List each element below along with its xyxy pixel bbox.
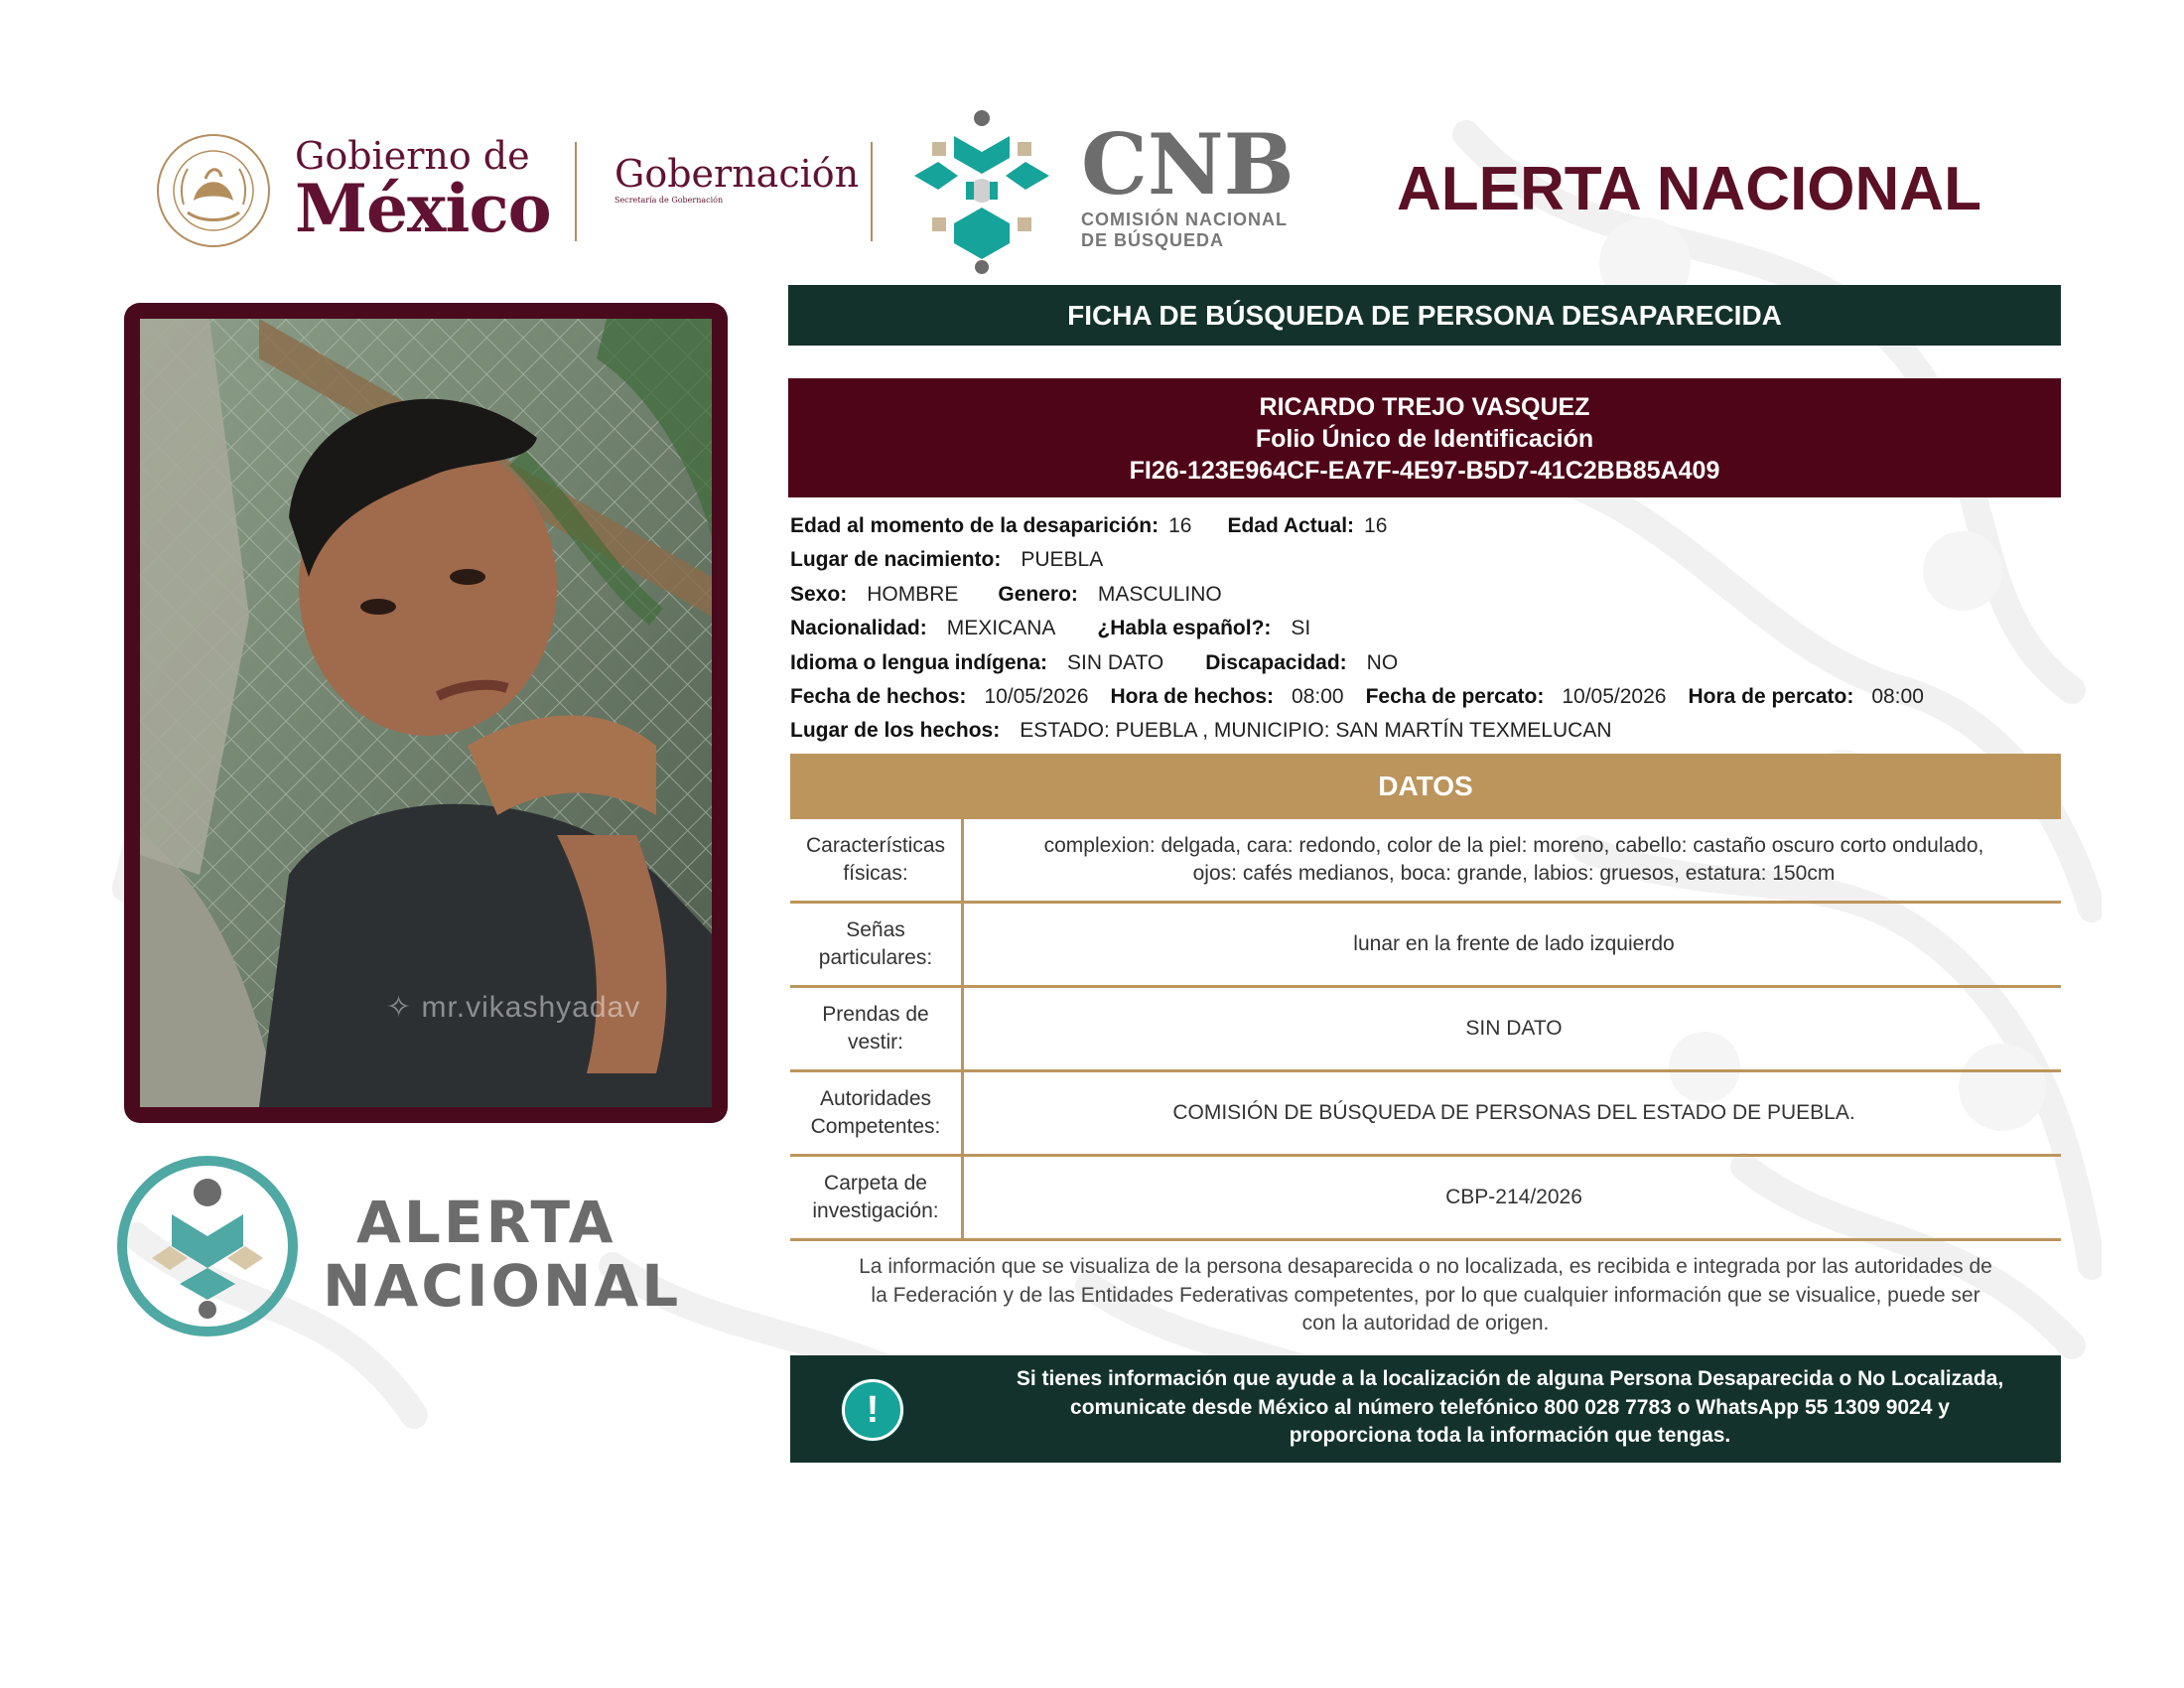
datos-value-line: SIN DATO [1465, 1017, 1563, 1040]
disclaimer-line: la Federación y de las Entidades Federativas competentes, por lo que cualquier información que se visualice, puede ser [871, 1283, 1980, 1307]
alert-sheet [96, 94, 2102, 1477]
alerta-nacional-logo-text [323, 1191, 681, 1318]
info-row [790, 612, 2071, 645]
datos-value-line: ojos: cafés medianos, boca: grande, labios: gruesos, estatura: 150cm [1192, 862, 1836, 885]
genero-label: Genero: [998, 582, 1078, 606]
table-row [790, 988, 2061, 1072]
datos-label-line: Autoridades [819, 1087, 932, 1110]
datos-label [790, 819, 964, 901]
header [96, 94, 2102, 293]
datos-label [790, 904, 964, 985]
nacionalidad-label: Nacionalidad: [790, 617, 927, 640]
cnb-emblem-icon [902, 106, 1061, 275]
idioma-label: Idioma o lengua indígena: [790, 650, 1048, 674]
datos-value-line: complexion: delgada, cara: redondo, color de la piel: moreno, cabello: castaño oscuro corto ondulado, [1043, 834, 1984, 857]
fecha-hechos-label: Fecha de hechos: [790, 684, 967, 708]
person-photo [140, 319, 712, 1107]
lugar-hechos-label: Lugar de los hechos: [790, 719, 1001, 743]
contact-line: proporciona toda la información que tengas. [1289, 1424, 1731, 1447]
table-row [790, 1072, 2061, 1157]
person-photo-frame [124, 303, 728, 1123]
person-name-bar [788, 378, 2061, 497]
header-separator [575, 142, 577, 241]
datos-value [967, 904, 2061, 985]
hora-percato-label: Hora de percato: [1688, 684, 1854, 708]
datos-label [790, 988, 964, 1069]
datos-label-line: investigación: [812, 1199, 939, 1222]
mexico-seal-icon [154, 131, 273, 250]
person-info [790, 509, 2071, 749]
datos-value [967, 1072, 2061, 1154]
info-row [790, 578, 2071, 612]
table-row [790, 904, 2061, 988]
alerta-nacional-emblem-icon [116, 1155, 299, 1337]
lugar-nacimiento-value: PUEBLA [1021, 548, 1104, 572]
info-row [790, 543, 2071, 577]
datos-table [790, 819, 2061, 1241]
datos-label-line: físicas: [843, 862, 908, 885]
disclaimer-line: La información que se visualiza de la persona desaparecida o no localizada, es recibida e integrada por las autoridades de [859, 1255, 1992, 1278]
disclaimer [790, 1253, 2061, 1338]
folio-value: FI26-123E964CF-EA7F-4E97-B5D7-41C2BB85A409 [1129, 457, 1720, 485]
photo-watermark-text: ✧ mr.vikashyadav [386, 991, 641, 1024]
datos-label-line: Carpeta de [824, 1172, 927, 1195]
contact-text [959, 1365, 2061, 1451]
contact-banner [790, 1355, 2061, 1463]
datos-header: DATOS [790, 754, 2061, 819]
fecha-hechos-value: 10/05/2026 [984, 684, 1089, 708]
datos-value-line: lunar en la frente de lado izquierdo [1353, 932, 1675, 955]
hora-hechos-label: Hora de hechos: [1110, 684, 1275, 708]
gobierno-mexico-logo [295, 134, 551, 247]
sexo-label: Sexo: [790, 582, 848, 606]
cnb-line2: DE BÚSQUEDA [1081, 230, 1225, 250]
cnb-logo-text [1081, 115, 1295, 251]
table-row [790, 1157, 2061, 1241]
gobernacion-text: Gobernación [614, 152, 860, 196]
alerta-nacional-heading: ALERTA NACIONAL [1397, 155, 1981, 223]
contact-line: Si tienes información que ayude a la localización de alguna Persona Desaparecida o No Localizada, [1016, 1367, 2004, 1390]
discapacidad-label: Discapacidad: [1205, 650, 1347, 674]
info-row [790, 680, 2071, 714]
datos-label [790, 1157, 964, 1238]
idioma-value: SIN DATO [1067, 650, 1164, 674]
edad-desaparicion-value: 16 [1168, 514, 1192, 537]
datos-label-line: Señas [846, 918, 905, 941]
gobierno-line2: México [295, 170, 551, 247]
datos-value [967, 819, 2061, 901]
fecha-percato-value: 10/05/2026 [1562, 684, 1667, 708]
datos-label-line: particulares: [818, 946, 933, 969]
cnb-acronym: CNB [1081, 115, 1295, 213]
nacionalidad-value: MEXICANA [946, 617, 1056, 640]
gobernacion-logo [614, 152, 859, 205]
ficha-title: FICHA DE BÚSQUEDA DE PERSONA DESAPARECIDA [788, 285, 2061, 346]
datos-value [967, 1157, 2061, 1238]
cnb-line1: COMISIÓN NACIONAL [1081, 210, 1288, 229]
datos-label-line: Competentes: [810, 1115, 941, 1138]
person-name: RICARDO TREJO VASQUEZ [1259, 393, 1590, 421]
habla-espanol-value: SI [1291, 617, 1311, 640]
datos-label-line: Características [805, 834, 946, 857]
table-row [790, 819, 2061, 904]
sexo-value: HOMBRE [867, 582, 959, 606]
hora-hechos-value: 08:00 [1292, 684, 1344, 708]
gobernacion-subtext: Secretaría de Gobernación [614, 196, 724, 205]
contact-line: comunicate desde México al número telefónico 800 028 7783 o WhatsApp 55 1309 9024 y [1070, 1395, 1950, 1419]
info-row [790, 714, 2071, 748]
edad-desaparicion-label: Edad al momento de la desaparición: [790, 514, 1160, 537]
datos-value-line: COMISIÓN DE BÚSQUEDA DE PERSONAS DEL ESTADO DE PUEBLA. [1172, 1101, 1855, 1124]
datos-label-line: Prendas de [822, 1003, 929, 1026]
header-separator [871, 142, 873, 241]
fecha-percato-label: Fecha de percato: [1365, 684, 1545, 708]
disclaimer-line: con la autoridad de origen. [1301, 1312, 1550, 1335]
edad-actual-label: Edad Actual: [1227, 514, 1355, 537]
datos-label-line: vestir: [847, 1031, 903, 1054]
lugar-nacimiento-label: Lugar de nacimiento: [790, 548, 1002, 572]
edad-actual-value: 16 [1364, 514, 1388, 537]
folio-label: Folio Único de Identificación [1255, 425, 1594, 453]
person-photo-illustration [140, 319, 712, 1107]
hora-percato-value: 08:00 [1871, 684, 1924, 708]
genero-value: MASCULINO [1097, 582, 1222, 606]
alerta-nacional-line1: ALERTA [356, 1189, 616, 1256]
discapacidad-value: NO [1366, 650, 1399, 674]
habla-espanol-label: ¿Habla español?: [1097, 617, 1272, 640]
lugar-hechos-value: ESTADO: PUEBLA , MUNICIPIO: SAN MARTÍN TEXMELUCAN [1020, 719, 1612, 743]
datos-value-line: CBP-214/2026 [1445, 1186, 1582, 1208]
gobierno-line1: Gobierno de [295, 134, 530, 178]
datos-value [967, 988, 2061, 1069]
info-row [790, 646, 2071, 680]
alerta-nacional-line2: NACIONAL [323, 1252, 682, 1320]
datos-label [790, 1072, 964, 1154]
exclamation-icon: ! [842, 1379, 903, 1441]
info-row [790, 509, 2071, 543]
